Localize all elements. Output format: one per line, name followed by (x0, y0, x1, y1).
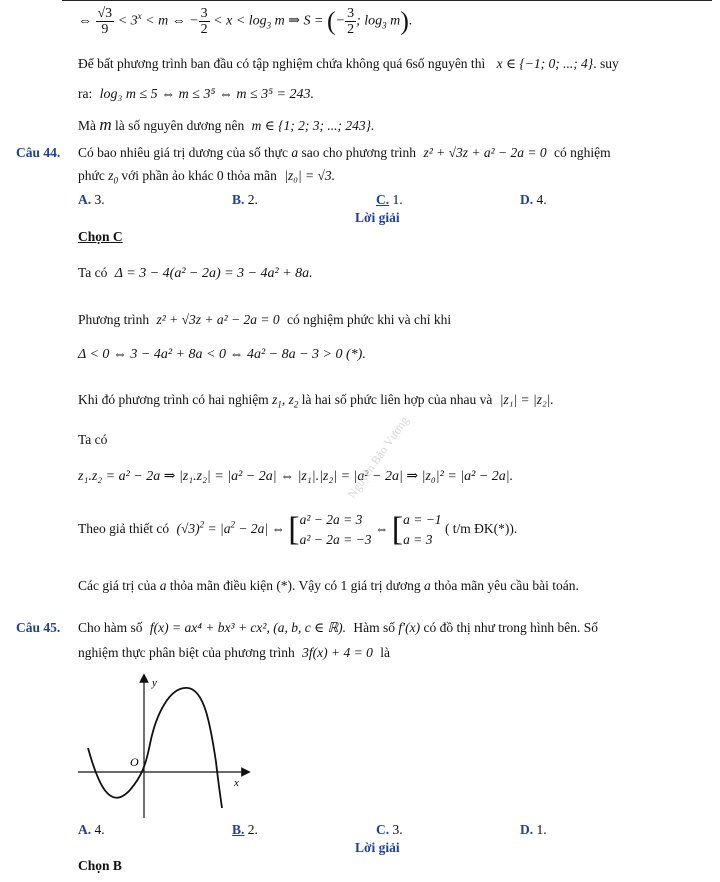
q44-text1c: có nghiệm (554, 145, 611, 160)
option-letter: D. (520, 192, 534, 207)
frac-3-2: $\frac{3}{2}$ (200, 6, 208, 37)
q44-label: Câu 44. (16, 145, 61, 160)
q44-solution-title: Lời giải (355, 210, 400, 225)
option-text: 2. (247, 822, 258, 837)
q44-option-c[interactable] (376, 192, 403, 208)
q44-text1a: Có bao nhiêu giá trị dương của số thực (78, 145, 288, 160)
q45-text2a: nghiệm thực phân biệt của phương trình (78, 645, 295, 660)
option-text: 1. (536, 822, 547, 837)
q44-step4 (78, 392, 554, 410)
origin-label: O (130, 755, 139, 769)
option-text: 1. (392, 192, 403, 207)
q44-text-line2 (78, 168, 335, 186)
derivative-curve (88, 688, 222, 808)
q44-s1-text: Ta có (78, 265, 108, 280)
q44-step6: z₁.z₂ = a² − 2a ⇒ |z₁.z₂| = |a² − 2a| ⇔ |z₁|.|z₂| = |a² − 2a| ⇒ |z₀|² = |a² − 2a|. (78, 469, 514, 484)
q44-s4-eq: |z₁| = |z₂|. (499, 392, 554, 407)
y-axis-label: y (152, 677, 157, 689)
q44-step3: Δ < 0 ⇔ 3 − 4a² + 8a < 0 ⇔ 4a² − 8a − 3 > 0 (*). (78, 347, 366, 362)
q44-s4-text: Khi đó phương trình có hai nghiệm (78, 392, 269, 407)
q44-s8-text1: Các giá trị của (78, 578, 157, 593)
q45-solution-title: Lời giải (355, 840, 400, 855)
para1-log-eq: log₃ m ≤ 5 ⇔ m ≤ 3⁵ ⇔ m ≤ 3⁵ = 243. (99, 87, 314, 102)
option-letter: C. (376, 822, 390, 837)
q44-s4-text2: là hai số phức liên hợp của nhau và (301, 392, 493, 407)
q45-option-d[interactable] (520, 822, 547, 838)
q44-s8-text2: thỏa mãn điều kiện (*). Vậy có 1 giá trị dương (169, 578, 421, 593)
derivative-graph (70, 672, 260, 822)
var-z1z2: $z_1$, $z_2$ (272, 392, 299, 410)
q44-s7-check: ( t/m ĐK(*)). (444, 521, 518, 537)
q45-chosen: Chọn B (78, 858, 122, 873)
q45-text2b: là (380, 645, 390, 660)
q45-label: Câu 45. (16, 620, 61, 635)
option-text: 2. (247, 192, 258, 207)
q45-text1c: có đồ thị như trong hình bên. Số (423, 620, 599, 635)
q44-res-line1: a = −1 (403, 512, 442, 527)
para1-text: Để bất phương trình ban đầu có tập nghiệm chứa không quá 6số nguyên thì (78, 56, 486, 71)
para2-set: m ∈ {1; 2; 3; ...; 243}. (251, 118, 375, 133)
inequality-line: ⇔ $\frac{√3}{9}$ < $3^x < m$ ⇔ − $\frac{3}{2}$ < $x < \log_3 m$ ⇒ S = (− $\frac{3}{2}$ ; $\log_3 m$). (78, 6, 413, 37)
q44-chosen: Chọn C (78, 229, 123, 244)
q45-option-a[interactable] (78, 822, 105, 838)
option-letter: B. (232, 192, 245, 207)
para2 (78, 115, 374, 135)
option-letter: A. (78, 822, 92, 837)
q44-delta-eq: Δ = 3 − 4(a² − 2a) = 3 − 4a² + 8a. (114, 266, 313, 281)
q44-step5: Ta có (78, 432, 108, 447)
var-a-3: a (424, 578, 431, 593)
watermark: Nguyễn Bảo Vương (344, 413, 412, 501)
q44-s2-eq: z² + √3z + a² − 2a = 0 (156, 312, 280, 327)
para1-set: x ∈ {−1; 0; ...; 4} (496, 56, 594, 71)
var-a: a (291, 145, 299, 160)
option-letter: A. (78, 192, 92, 207)
para1-suffix: . suy (593, 56, 619, 71)
q45-derivative: f′(x) (398, 620, 421, 635)
q45-equation: 3f(x) + 4 = 0 (302, 645, 373, 660)
q44-step1 (78, 265, 313, 282)
option-text: 3. (94, 192, 105, 207)
q44-modulus-eq: |z₀| = √3. (284, 168, 336, 183)
q45-text1b: Hàm số (353, 620, 396, 635)
q45-option-b[interactable] (232, 822, 258, 838)
q45-text-line2 (78, 645, 390, 661)
option-letter: D. (520, 822, 534, 837)
para2-ma: Mà (78, 118, 96, 133)
frac-sqrt3-9: $\frac{√3}{9}$ (97, 6, 113, 37)
option-letter: B. (232, 822, 245, 837)
para2-text: là số nguyên dương nên (115, 118, 245, 133)
q44-text2b: với phần ảo khác 0 thỏa mãn (121, 168, 277, 183)
q45-text-line1 (78, 620, 598, 636)
var-z0: $z_0$ (108, 168, 118, 186)
q44-sys-line2: a² − 2a = −3 (299, 532, 372, 547)
var-m: m (99, 115, 112, 134)
q44-step7: Theo giả thiết có $(√3)^2 = |a^2 - 2a|$ ⇔ [a² − 2a = 3 a² − 2a = −3 ⇔ [a = −1 a = 3 ( t/m ĐK(*)). (78, 511, 518, 548)
option-text: 3. (392, 822, 403, 837)
q44-option-a[interactable] (78, 192, 105, 208)
x-axis-label: x (234, 777, 239, 789)
q44-s2-text: Phương trình (78, 312, 150, 327)
option-text: 4. (536, 192, 547, 207)
option-letter: C. (376, 192, 390, 207)
q44-option-b[interactable] (232, 192, 258, 208)
top-rule (62, 0, 712, 1)
q44-step8 (78, 578, 579, 594)
q44-s7-text: Theo giả thiết có (78, 521, 170, 537)
q44-text-line1 (78, 145, 611, 161)
q44-text2a: phức (78, 168, 105, 183)
q44-text1b: sao cho phương trình (301, 145, 417, 160)
q44-res-line2: a = 3 (403, 532, 433, 547)
option-text: 4. (94, 822, 105, 837)
q45-function-def: f(x) = ax⁴ + bx³ + cx², (a, b, c ∈ ℝ). (149, 620, 347, 635)
var-a-2: a (159, 578, 167, 593)
q44-step2 (78, 312, 451, 328)
q44-sys-line1: a² − 2a = 3 (299, 512, 363, 527)
q44-equation: z² + √3z + a² − 2a = 0 (423, 145, 547, 160)
para1-line2 (78, 86, 314, 103)
para1-ra: ra: (78, 86, 93, 101)
q44-s8-text3: thỏa mãn yêu cầu bài toán. (434, 578, 579, 593)
q45-text1a: Cho hàm số (78, 620, 143, 635)
q44-s2-cond: có nghiệm phức khi và chỉ khi (287, 312, 452, 327)
q45-option-c[interactable] (376, 822, 403, 838)
para1-line1 (78, 56, 619, 72)
q44-option-d[interactable] (520, 192, 547, 208)
frac-3-2-b: $\frac{3}{2}$ (347, 6, 355, 37)
